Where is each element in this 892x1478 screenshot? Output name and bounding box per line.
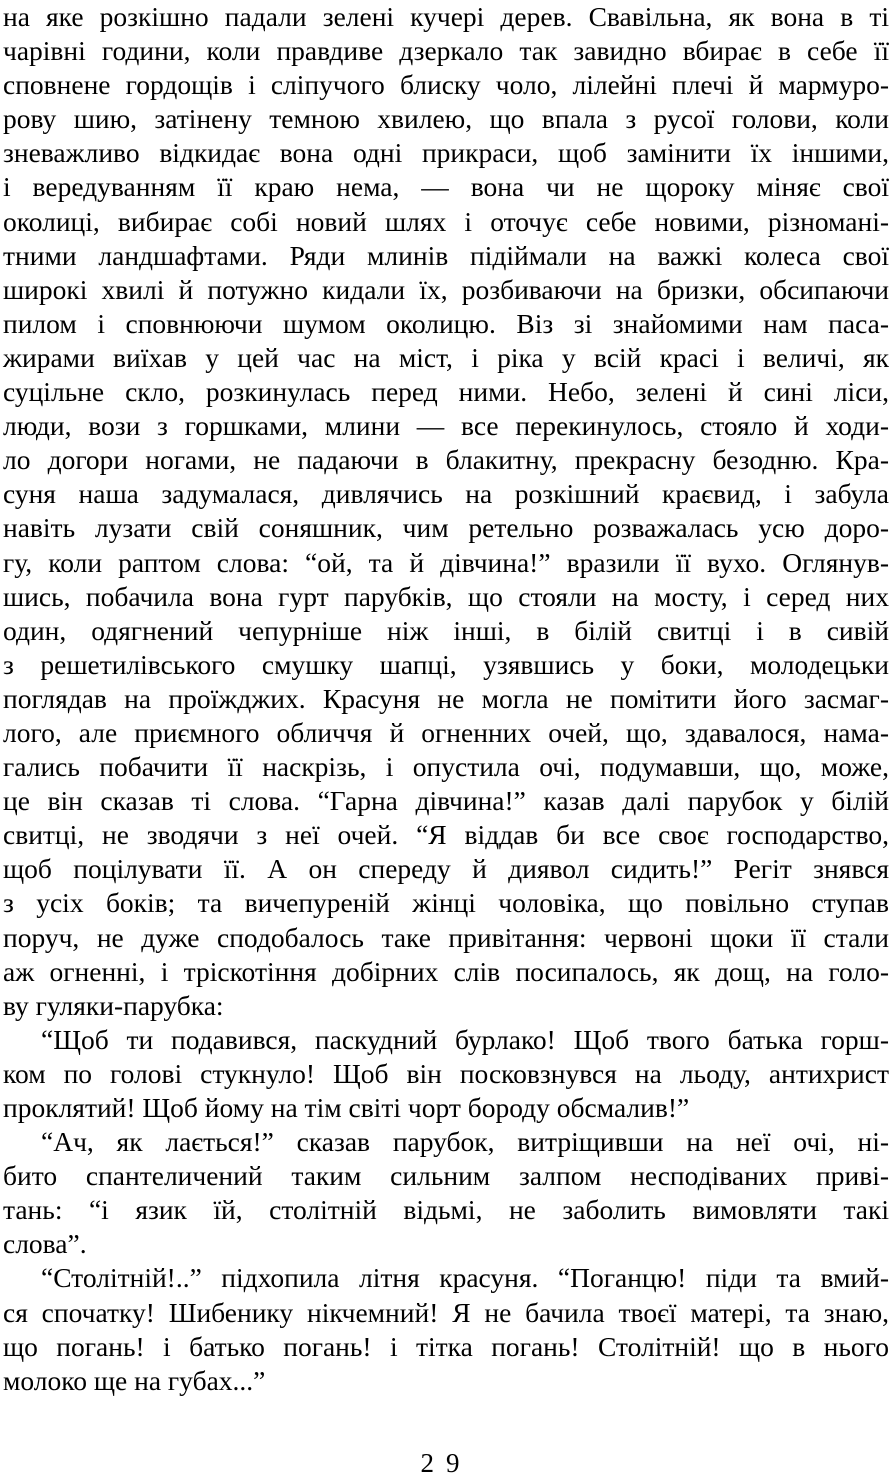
text-line: ся спочатку! Шибенику нікчемний! Я не бачила твоєї матері, та знаю, <box>3 1296 889 1328</box>
text-line: слова”. <box>3 1228 87 1260</box>
text-line: околиці, вибирає собі новий шлях і оточує себе новими, різномані- <box>3 205 889 237</box>
text-line: бито спантеличений таким сильним залпом несподіваних приві- <box>3 1160 889 1192</box>
text-line: пилом і сповнюючи шумом околицю. Віз зі знайомими нам паса- <box>3 307 889 339</box>
text-line: аж огненні, і тріскотіння добірних слів посипалось, як дощ, на голо- <box>3 955 889 987</box>
text-line: це він сказав ті слова. “Гарна дівчина!” казав далі парубок у білій <box>3 785 889 817</box>
text-line: тань: “і язик їй, столітній відьмі, не заболить вимовляти такі <box>3 1194 889 1226</box>
text-line: гались побачити її наскрізь, і опустила очі, подумавши, що, може, <box>3 751 889 783</box>
text-line: поруч, не дуже сподобалось таке привітання: червоні щоки її стали <box>3 921 889 953</box>
text-line: ло догори ногами, не падаючи в блакитну, прекрасну безодню. Кра- <box>3 444 889 476</box>
text-line: суня наша задумалася, дивлячись на розкішний краєвид, і забула <box>3 478 889 510</box>
text-line: шись, побачила вона гурт парубків, що стояли на мосту, і серед них <box>3 580 889 612</box>
text-line: поглядав на проїжджих. Красуня не могла не помітити його засмаг- <box>3 682 889 714</box>
page-number: 29 <box>420 1448 472 1478</box>
text-line: чарівні години, коли правдиве дзеркало так завидно вбирає в себе її <box>3 35 889 67</box>
text-line: один, одягнений чепурніше ніж інші, в білій свитці і в сивій <box>3 614 889 646</box>
text-line: щоб поцілувати її. А он спереду й диявол сидить!” Регіт знявся <box>3 853 889 885</box>
text-line: з решетилівського смушку шапці, узявшись у боки, молодецьки <box>3 648 889 680</box>
body-text <box>3 0 889 1398</box>
text-line: “Щоб ти подавився, паскудний бурлако! Щоб твого батька горш- <box>41 1023 889 1055</box>
text-line: суцільне скло, розкинулась перед ними. Небо, зелені й сині ліси, <box>3 376 889 408</box>
text-line: і вередуванням її краю нема, — вона чи не щороку міняє свої <box>3 171 889 203</box>
text-line: з усіх боків; та вичепуреній жінці чоловіка, що повільно ступав <box>3 887 889 919</box>
text-line: зневажливо відкидає вона одні прикраси, щоб замінити їх іншими, <box>3 137 889 169</box>
text-line: сповнене гордощів і сліпучого блиску чоло, лілейні плечі й мармуро- <box>3 69 889 101</box>
text-line: “Столітній!..” підхопила літня красуня. “Поганцю! піди та вмий- <box>41 1262 889 1294</box>
text-line: що погань! і батько погань! і тітка погань! Столітній! що в нього <box>3 1330 889 1362</box>
text-line: ву гуляки-парубка: <box>3 989 224 1021</box>
text-line: “Ач, як лається!” сказав парубок, витріщивши на неї очі, ні- <box>41 1126 889 1158</box>
text-line: проклятий! Щоб йому на тім світі чорт бороду обсмалив!” <box>3 1092 690 1123</box>
text-line: свитці, не зводячи з неї очей. “Я віддав би все своє господарство, <box>3 819 889 851</box>
text-line: молоко ще на губах...” <box>3 1364 266 1396</box>
text-line: широкі хвилі й потужно кидали їх, розбиваючи на бризки, обсипаючи <box>3 273 889 305</box>
text-line: рову шию, затінену темною хвилею, що впала з русої голови, коли <box>3 103 889 135</box>
text-line: люди, вози з горшками, млини — все перекинулось, стояло й ходи- <box>3 410 889 442</box>
text-line: жирами виїхав у цей час на міст, і ріка у всій красі і величі, як <box>3 341 889 373</box>
text-line: навіть лузати свій соняшник, чим ретельно розважалась усю доро- <box>3 512 889 544</box>
text-line: на яке розкішно падали зелені кучері дерев. Свавільна, як вона в ті <box>3 1 889 32</box>
text-line: тними ландшафтами. Ряди млинів підіймали на важкі колеса свої <box>3 239 889 271</box>
text-line: лого, але приємного обличчя й огненних очей, що, здавалося, нама- <box>3 716 889 748</box>
text-line: ком по голові стукнуло! Щоб він посковзнувся на льоду, антихрист <box>3 1057 889 1089</box>
text-line: гу, коли раптом слова: “ой, та й дівчина!” вразили її вухо. Оглянув- <box>3 546 889 578</box>
